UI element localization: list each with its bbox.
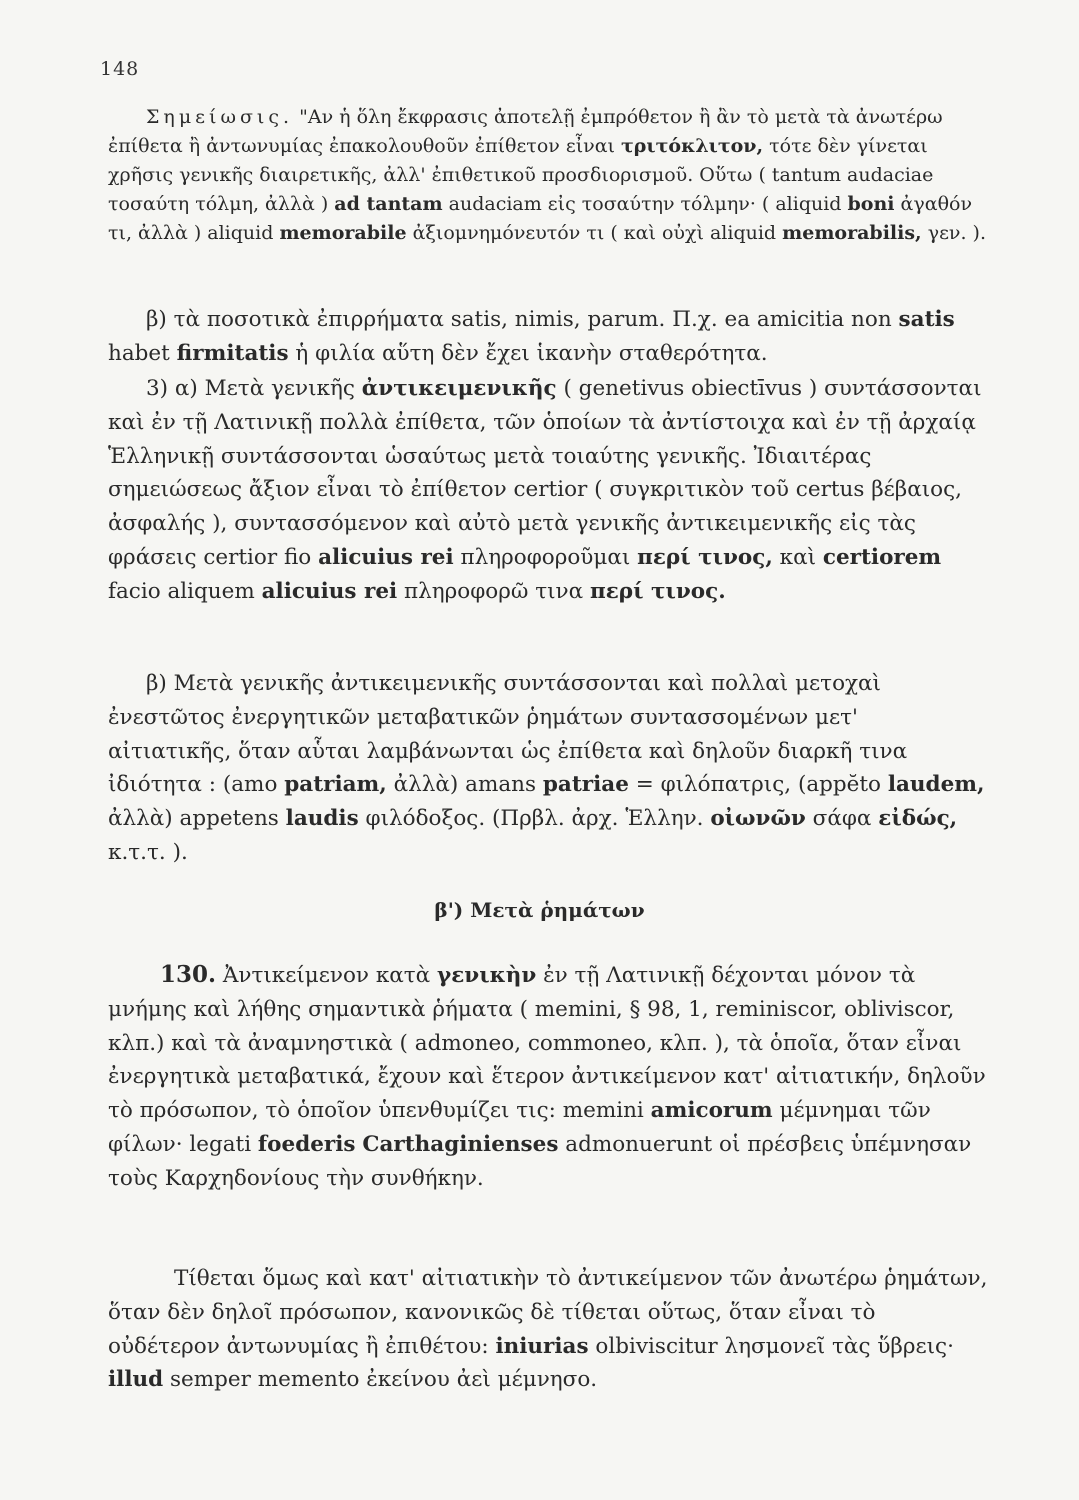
page-number: 148 [100, 58, 140, 80]
section-3a-paragraph: 3) α) Μετὰ γενικῆς ἀντικειμενικῆς ( genetivus obiectīvus ) συντάσσονται καὶ ἐν τῇ Λατινικῇ πολλὰ ἐπίθετα, τῶν ὁποίων τὰ ἀντίστοιχα καὶ ἐν τῇ ἀρχαίᾳ Ἑλληνικῇ συντάσσονται ὡσαύτως μετὰ τοιαύτης γενικῆς. Ἰδιαιτέρας σημειώσεως ἄξιον εἶναι τὸ ἐπίθετον certior ( συγκριτικὸν τοῦ certus βέβαιος, ἀσφαλής ), συντασσόμενον καὶ αὐτὸ μετὰ γενικῆς ἀντικειμενικῆς εἰς τὰς φράσεις certior fio alicuius rei πληροφοροῦμαι περί τινος, καὶ certiorem facio aliquem alicuius rei πληροφορῶ τινα περί τινος. [108, 376, 982, 604]
note-paragraph: Σημείωσις. "Αν ἡ ὅλη ἔκφρασις ἀποτελῇ ἐμπρόθετον ἢ ἂν τὸ μετὰ τὰ ἀνωτέρω ἐπίθετα ἢ ἀντωνυμίας ἐπακολουθοῦν ἐπίθετον εἶναι τριτόκλιτον, τότε δὲν γίνεται χρῆσις γενικῆς διαιρετικῆς, ἀλλ' ἐπιθετικοῦ προσδιορισμοῦ. Οὕτω ( tantum audaciae τοσαύτη τόλμη, ἀλλὰ ) ad tantam audaciam εἰς τοσαύτην τόλμην· ( aliquid boni ἀγαθόν τι, ἀλλὰ ) aliquid memorabile ἀξιομνημόνευτόν τι ( καὶ οὐχὶ aliquid memorabilis, γεν. ). [108, 106, 986, 244]
note-label: Σημείωσις. [146, 106, 294, 128]
final-paragraph: Τίθεται ὅμως καὶ κατ' αἰτιατικὴν τὸ ἀντικείμενον τῶν ἀνωτέρω ῥημάτων, ὅταν δὲν δηλοῖ πρόσωπον, κανονικῶς δὲ τίθεται οὕτως, ὅταν εἶναι τὸ οὐδέτερον ἀντωνυμίας ἢ ἐπιθέτου: iniurias olbiviscitur λησμονεῖ τὰς ὕβρεις· illud semper memento ἐκείνου ἀεὶ μέμνησο. [108, 1266, 988, 1393]
section-heading: β') Μετὰ ῥημάτων [434, 898, 645, 922]
section-130-paragraph: 130. Ἀντικείμενον κατὰ γενικὴν ἐν τῇ Λατινικῇ δέχονται μόνον τὰ μνήμης καὶ λήθης σημαντικὰ ῥήματα ( memini, § 98, 1, reminiscor, obliviscor, κλπ.) καὶ τὰ ἀναμνηστικὰ ( admoneo, commoneo, κλπ. ), τὰ ὁποῖα, ὅταν εἶναι ἐνεργητικὰ μεταβατικά, ἔχουν καὶ ἕτερον ἀντικείμενον κατ' αἰτιατικήν, δηλοῦν τὸ πρόσωπον, τὸ ὁποῖον ὑπενθυμίζει τις: memini amicorum μέμνημαι τῶν φίλων· legati foederis Carthaginienses admonuerunt οἱ πρέσβεις ὑπέμνησαν τοὺς Καρχηδονίους τὴν συνθήκην. [108, 961, 986, 1191]
section-number: 130. [160, 961, 217, 988]
beta-paragraph: β) τὰ ποσοτικὰ ἐπιρρήματα satis, nimis, parum. Π.χ. ea amicitia non satis habet firmitatis ἡ φιλία αὕτη δὲν ἔχει ἱκανὴν σταθερότητα. [108, 307, 955, 366]
section-3b-paragraph: β) Μετὰ γενικῆς ἀντικειμενικῆς συντάσσονται καὶ πολλαὶ μετοχαὶ ἐνεστῶτος ἐνεργητικῶν μεταβατικῶν ῥημάτων συντασσομένων μετ' αἰτιατικῆς, ὅταν αὗται λαμβάνωνται ὡς ἐπίθετα καὶ δηλοῦν διαρκῆ τινα ἰδιότητα : (amo patriam, ἀλλὰ) amans patriae = φιλόπατρις, (appĕto laudem, ἀλλὰ) appetens laudis φιλόδοξος. (Πρβλ. ἀρχ. Ἑλλην. οἰωνῶν σάφα εἰδώς, κ.τ.τ. ). [108, 671, 985, 865]
